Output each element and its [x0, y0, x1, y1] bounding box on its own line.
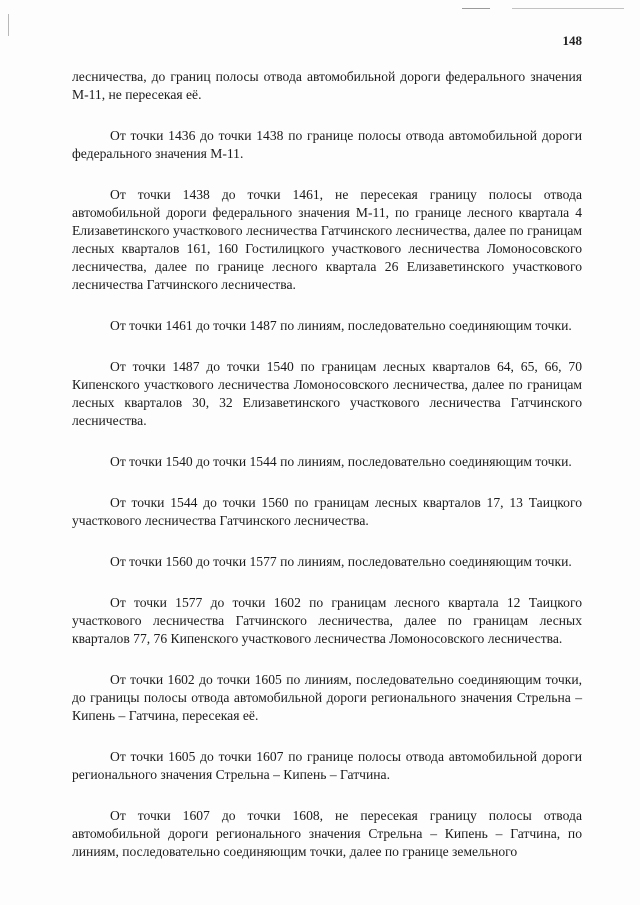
paragraph: лесничества, до границ полосы отвода автомобильной дороги федерального значения М-11, не пересекая её. [72, 69, 582, 102]
paragraph: От точки 1438 до точки 1461, не пересекая границу полосы отвода автомобильной дороги федерального значения М-11, по границе лесного квартала 4 Елизаветинского участкового лесничества Гатчинского лесничества, далее по границам лесных кварталов 161, 160 Гостилицкого участкового лесничества Ломоносовского лесничества, далее по границе лесного квартала 26 Елизаветинского участкового лесничества Гатчинского лесничества. [72, 187, 582, 292]
paragraph: От точки 1487 до точки 1540 по границам лесных кварталов 64, 65, 66, 70 Кипенского участкового лесничества Ломоносовского лесничества, далее по границам лесных кварталов 30, 32 Елизаветинского участкового лесничества Гатчинского лесничества. [72, 359, 582, 428]
paragraph: От точки 1544 до точки 1560 по границам лесных кварталов 17, 13 Таицкого участкового лесничества Гатчинского лесничества. [72, 495, 582, 528]
scan-artifact-line [462, 8, 490, 9]
paragraph: От точки 1436 до точки 1438 по границе полосы отвода автомобильной дороги федерального значения М-11. [72, 128, 582, 161]
page-number: 148 [562, 33, 582, 48]
paragraph: От точки 1577 до точки 1602 по границам лесного квартала 12 Таицкого участкового лесничества Гатчинского лесничества, далее по границам лесных кварталов 77, 76 Кипенского участкового лесничества Ломоносовского лесничества. [72, 595, 582, 646]
paragraph: От точки 1602 до точки 1605 по линиям, последовательно соединяющим точки, до границы полосы отвода автомобильной дороги регионального значения Стрельна – Кипень – Гатчина, пересекая её. [72, 672, 582, 723]
paragraph: От точки 1607 до точки 1608, не пересекая границу полосы отвода автомобильной дороги регионального значения Стрельна – Кипень – Гатчина, по линиям, последовательно соединяющим точки, далее по границе земельного [72, 808, 582, 859]
scan-artifact-line [512, 8, 624, 9]
paragraph: От точки 1605 до точки 1607 по границе полосы отвода автомобильной дороги регионального значения Стрельна – Кипень – Гатчина. [72, 749, 582, 782]
paragraph: От точки 1461 до точки 1487 по линиям, последовательно соединяющим точки. [110, 318, 572, 333]
paragraph: От точки 1560 до точки 1577 по линиям, последовательно соединяющим точки. [110, 554, 572, 569]
paragraph: От точки 1540 до точки 1544 по линиям, последовательно соединяющим точки. [110, 454, 572, 469]
document-body [72, 68, 582, 861]
scan-artifact-mark [8, 14, 9, 36]
